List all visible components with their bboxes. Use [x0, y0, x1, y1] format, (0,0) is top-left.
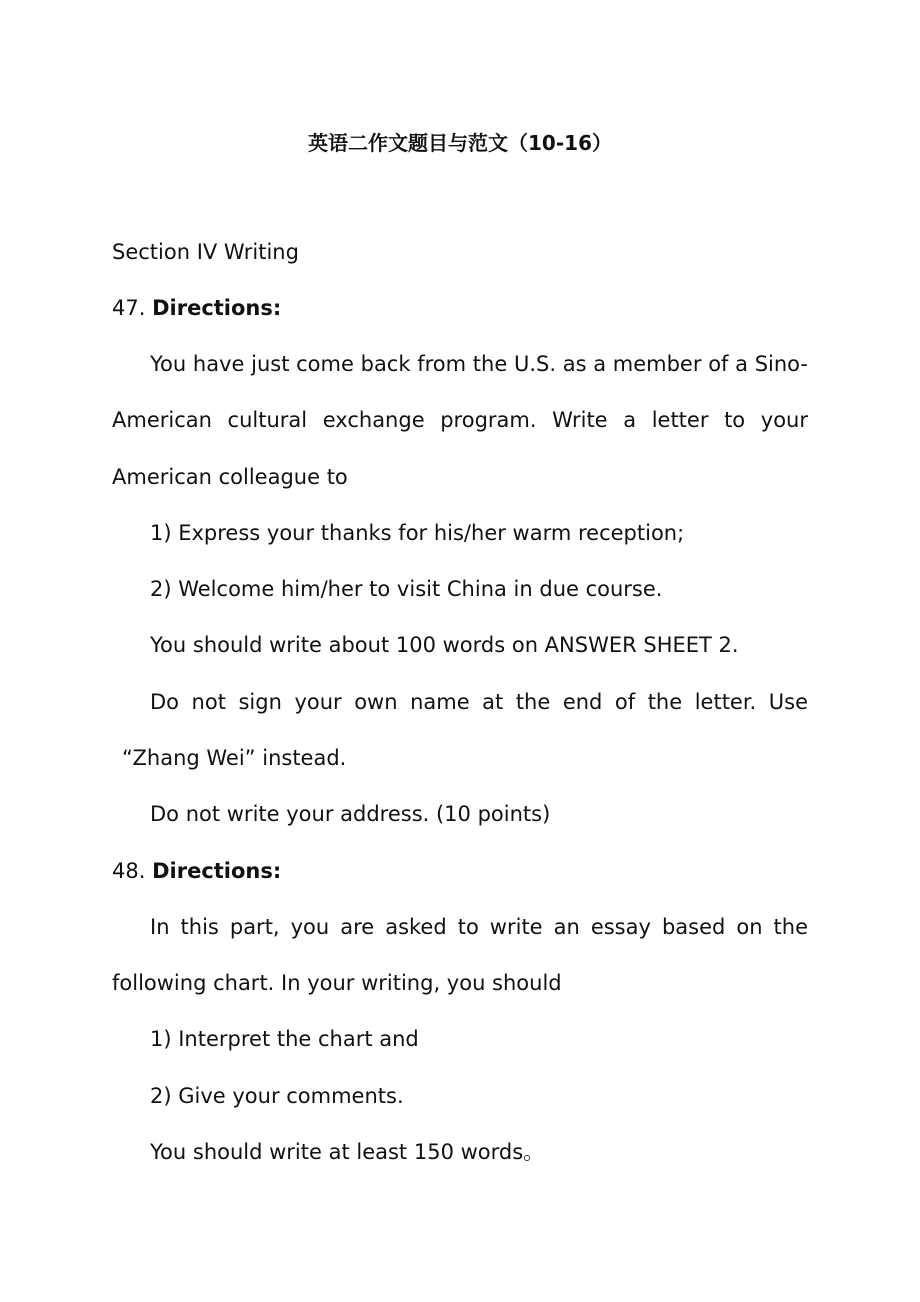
q48-line-2: following chart. In your writing, you should: [112, 971, 562, 995]
q47-line-2: American cultural exchange program. Write a letter to your: [112, 408, 808, 432]
q48-directions-header: [112, 856, 808, 886]
q47-directions-header: [112, 293, 808, 323]
q48-task-2: 2) Give your comments.: [150, 1084, 404, 1108]
q48-word-count: You should write at least 150 words。: [150, 1140, 545, 1164]
q47-number: 47.: [112, 296, 146, 320]
q48-task-1: 1) Interpret the chart and: [150, 1027, 419, 1051]
q47-directions-label: Directions:: [152, 296, 282, 320]
q48-line-1: In this part, you are asked to write an essay based on the: [150, 915, 808, 939]
q47-line-1: You have just come back from the U.S. as a member of a Sino-: [150, 352, 808, 376]
q48-number: 48.: [112, 859, 146, 883]
q47-word-count: You should write about 100 words on ANSWER SHEET 2.: [150, 633, 739, 657]
q47-sign-name: “Zhang Wei” instead.: [122, 746, 347, 770]
q47-task-1: 1) Express your thanks for his/her warm reception;: [150, 521, 685, 545]
section-heading: Section IV Writing: [112, 240, 299, 264]
q48-directions-label: Directions:: [152, 859, 282, 883]
q47-sign-instruction: Do not sign your own name at the end of the letter. Use: [150, 690, 808, 714]
q47-line-3: American colleague to: [112, 465, 348, 489]
q47-address-instruction: Do not write your address. (10 points): [150, 802, 551, 826]
q47-task-2: 2) Welcome him/her to visit China in due course.: [150, 577, 663, 601]
document-title: 英语二作文题目与范文（10-16）: [308, 131, 612, 155]
